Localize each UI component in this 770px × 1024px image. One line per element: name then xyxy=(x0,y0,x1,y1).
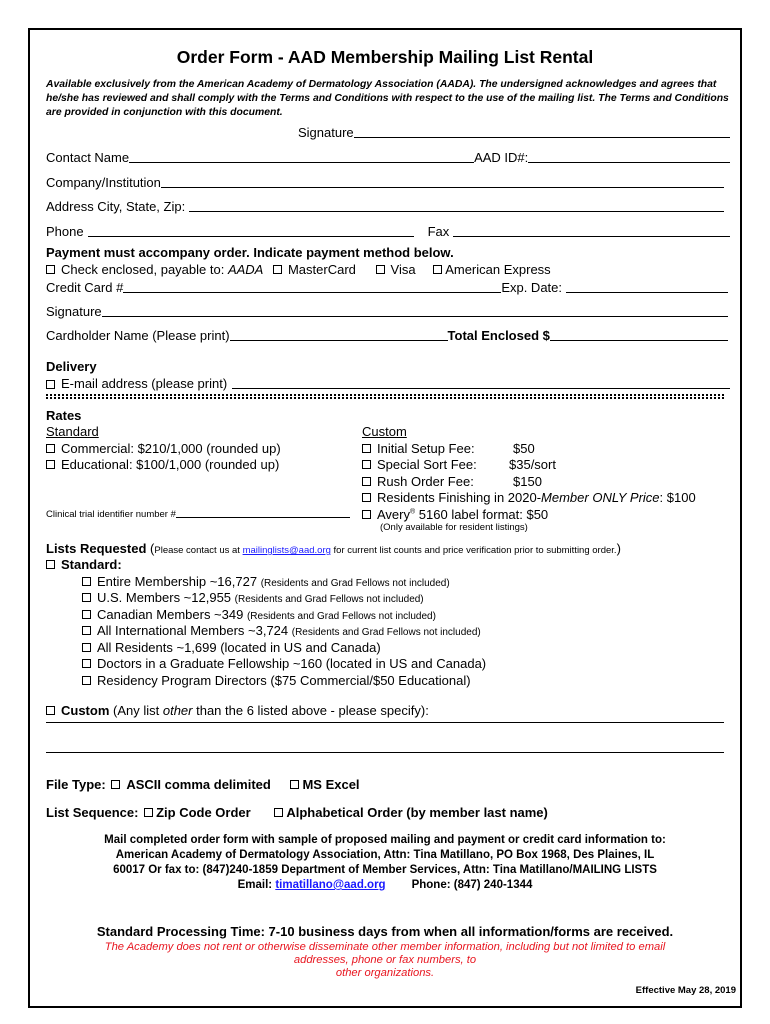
checkbox-educational[interactable] xyxy=(46,460,55,469)
checkbox-list-1[interactable] xyxy=(82,593,91,602)
mailinglists-link[interactable]: mailinglists@aad.org xyxy=(242,545,331,556)
credit-card-label: Credit Card # xyxy=(46,280,124,295)
checkbox-zip[interactable] xyxy=(144,808,153,817)
rates-heading: Rates xyxy=(46,408,82,423)
email-field[interactable] xyxy=(232,378,730,389)
contact-name-label: Contact Name xyxy=(46,150,130,165)
checkbox-setup[interactable] xyxy=(362,444,371,453)
custom-list-row: Custom (Any list other than the 6 listed above - please specify): xyxy=(46,703,429,718)
checkbox-excel[interactable] xyxy=(290,780,299,789)
checkbox-email[interactable] xyxy=(46,380,55,389)
card-signature-label: Signature xyxy=(46,304,102,319)
checkbox-rush[interactable] xyxy=(362,477,371,486)
checkbox-list-6[interactable] xyxy=(82,676,91,685)
list-item: All Residents ~1,699 (located in US and Canada) xyxy=(82,640,381,655)
checkbox-standard-lists[interactable] xyxy=(46,560,55,569)
credit-card-field[interactable] xyxy=(123,282,501,293)
fax-field[interactable] xyxy=(453,226,730,237)
rate-avery: Avery® 5160 label format: $50 xyxy=(362,507,548,522)
address-row xyxy=(46,199,724,214)
rate-commercial: Commercial: $210/1,000 (rounded up) xyxy=(46,441,281,456)
list-item: Entire Membership ~16,727 (Residents and Grad Fellows not included) xyxy=(82,574,450,589)
cardholder-row xyxy=(46,328,728,343)
list-sequence-label: List Sequence: xyxy=(46,805,139,820)
contact-row xyxy=(46,150,730,165)
contact-name-field[interactable] xyxy=(129,152,474,163)
rates-standard-heading: Standard xyxy=(46,424,99,439)
payment-heading: Payment must accompany order. Indicate payment method below. xyxy=(46,245,454,260)
address-field[interactable] xyxy=(189,201,724,212)
rates-custom-heading: Custom xyxy=(362,424,407,439)
rate-setup: Initial Setup Fee: $50 xyxy=(362,441,535,456)
company-field[interactable] xyxy=(161,177,724,188)
delivery-heading: Delivery xyxy=(46,359,97,374)
disclaimer-line-3: other organizations. xyxy=(335,967,435,979)
card-signature-field[interactable] xyxy=(102,306,728,317)
credit-card-row xyxy=(46,280,728,295)
alpha-label: Alphabetical Order (by member last name) xyxy=(286,805,548,820)
phone-field[interactable] xyxy=(88,226,414,237)
amex-label: American Express xyxy=(445,262,551,277)
checkbox-list-4[interactable] xyxy=(82,643,91,652)
list-item: Canadian Members ~349 (Residents and Grad Fellows not included) xyxy=(82,607,436,622)
mail-line-3: 60017 Or fax to: (847)240-1859 Department of Member Services, Attn: Tina Matillano/MAILING LISTS xyxy=(113,864,657,876)
clinical-label: Clinical trial identifier number # xyxy=(46,509,176,520)
checkbox-list-0[interactable] xyxy=(82,577,91,586)
mail-phone: Phone: (847) 240-1344 xyxy=(411,879,533,891)
signature-label: Signature xyxy=(298,125,354,140)
phone-row xyxy=(46,224,730,239)
aad-id-field[interactable] xyxy=(528,152,730,163)
checkbox-sort[interactable] xyxy=(362,460,371,469)
payment-methods xyxy=(46,262,551,277)
custom-list-line-2[interactable] xyxy=(46,752,724,753)
signature-field[interactable] xyxy=(354,127,730,138)
cardholder-label: Cardholder Name (Please print) xyxy=(46,328,230,343)
rate-residents: Residents Finishing in 2020-Member ONLY Price: $100 xyxy=(362,490,696,505)
rate-educational: Educational: $100/1,000 (rounded up) xyxy=(46,457,279,472)
checkbox-alpha[interactable] xyxy=(274,808,283,817)
checkbox-ascii[interactable] xyxy=(111,780,120,789)
mastercard-label: MasterCard xyxy=(287,262,356,277)
card-signature-row xyxy=(46,304,728,319)
exp-date-label: Exp. Date: xyxy=(501,280,563,295)
rate-rush: Rush Order Fee: $150 xyxy=(362,474,542,489)
intro-text: Available exclusively from the American Academy of Dermatology Association (AADA). The undersigned acknowledges and agrees that he/she has reviewed and shall comply with the Terms and Conditions with respect to the use of the mailing list. The Terms and Conditions are provided in conjunction with this document. xyxy=(46,79,729,118)
list-item: Residency Program Directors ($75 Commercial/$50 Educational) xyxy=(82,673,471,688)
checkbox-amex[interactable] xyxy=(433,265,442,274)
ascii-label: ASCII comma delimited xyxy=(126,777,271,792)
checkbox-visa[interactable] xyxy=(376,265,385,274)
company-label: Company/Institution xyxy=(46,175,161,190)
page-title: Order Form - AAD Membership Mailing List Rental xyxy=(176,47,594,67)
lists-heading-row: Lists Requested (Please contact us at mailinglists@aad.org for current list counts and price verification prior to submitting order.) xyxy=(46,541,621,556)
checkbox-mastercard[interactable] xyxy=(273,265,282,274)
checkbox-list-2[interactable] xyxy=(82,610,91,619)
cardholder-field[interactable] xyxy=(230,330,448,341)
email-row xyxy=(46,376,730,391)
disclaimer-line-2: addresses, phone or fax numbers, to xyxy=(293,954,477,966)
list-item: U.S. Members ~12,955 (Residents and Grad Fellows not included) xyxy=(82,590,424,605)
checkbox-residents[interactable] xyxy=(362,493,371,502)
checkbox-custom-list[interactable] xyxy=(46,706,55,715)
processing-time: Standard Processing Time: 7-10 business days from when all information/forms are received. xyxy=(96,924,674,939)
lists-standard-heading: Standard: xyxy=(61,557,122,572)
avery-note: (Only available for resident listings) xyxy=(380,522,528,533)
mail-line-2: American Academy of Dermatology Association, Attn: Tina Matillano, PO Box 1968, Des Plaines, IL xyxy=(115,849,655,861)
checkbox-avery[interactable] xyxy=(362,510,371,519)
list-sequence-row xyxy=(46,805,548,820)
aad-id-label: AAD ID#: xyxy=(474,150,529,165)
zip-label: Zip Code Order xyxy=(156,805,251,820)
checkbox-commercial[interactable] xyxy=(46,444,55,453)
signature-row xyxy=(298,125,730,140)
checkbox-check[interactable] xyxy=(46,265,55,274)
visa-label: Visa xyxy=(390,262,416,277)
rate-sort: Special Sort Fee: $35/sort xyxy=(362,457,556,472)
exp-date-field[interactable] xyxy=(566,282,728,293)
check-payee: AADA xyxy=(227,262,264,277)
dotted-divider xyxy=(46,394,724,399)
effective-date: Effective May 28, 2019 xyxy=(635,985,736,996)
disclaimer-line-1: The Academy does not rent or otherwise disseminate other member information, including but not limited to email xyxy=(104,941,666,953)
email-label: E-mail address (please print) xyxy=(61,376,228,391)
checkbox-list-3[interactable] xyxy=(82,626,91,635)
email-link[interactable]: timatillano@aad.org xyxy=(275,879,386,891)
total-label: Total Enclosed $ xyxy=(447,328,550,343)
clinical-row xyxy=(46,509,350,520)
fax-label: Fax xyxy=(427,224,450,239)
mail-contact-line: Email: timatillano@aad.org Phone: (847) 240-1344 xyxy=(237,879,533,891)
custom-list-heading: Custom xyxy=(61,703,110,718)
checkbox-list-5[interactable] xyxy=(82,659,91,668)
phone-label: Phone xyxy=(46,224,84,239)
clinical-field[interactable] xyxy=(176,509,350,518)
list-item: Doctors in a Graduate Fellowship ~160 (located in US and Canada) xyxy=(82,656,486,671)
mail-line-1: Mail completed order form with sample of proposed mailing and payment or credit card information to: xyxy=(104,834,666,846)
address-label: Address City, State, Zip: xyxy=(46,199,186,214)
file-type-label: File Type: xyxy=(46,777,106,792)
total-field[interactable] xyxy=(550,330,728,341)
file-type-row xyxy=(46,777,360,792)
excel-label: MS Excel xyxy=(302,777,360,792)
check-label: Check enclosed, payable to: xyxy=(61,262,228,277)
company-row xyxy=(46,175,724,190)
list-item: All International Members ~3,724 (Residents and Grad Fellows not included) xyxy=(82,623,481,638)
lists-heading: Lists Requested xyxy=(46,541,147,556)
lists-standard-row xyxy=(46,557,122,572)
custom-list-line-1[interactable] xyxy=(46,722,724,723)
